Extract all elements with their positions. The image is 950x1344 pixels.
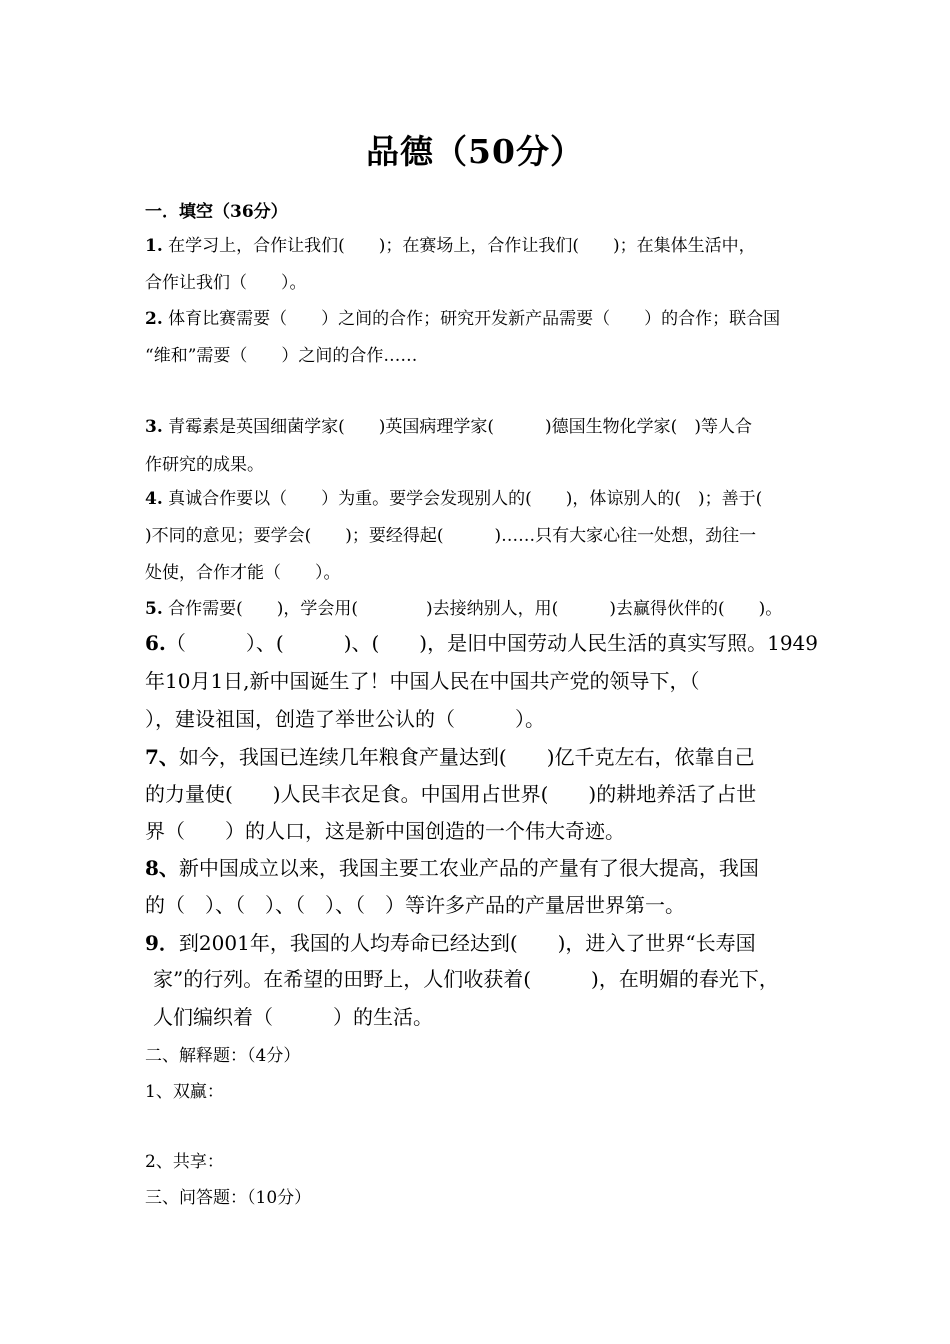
question-2-number: 2. <box>145 309 163 329</box>
question-1-line-2: 合作让我们（ ）。 <box>145 273 307 293</box>
question-8-number: 8、 <box>145 856 179 880</box>
question-6-line-1 <box>145 627 818 656</box>
question-9-line-2: 家”的行列。在希望的田野上，人们收获着( )，在明媚的春光下， <box>153 967 779 991</box>
question-2-line-1 <box>145 304 780 329</box>
question-7-line-3: 界（ ）的人口，这是新中国创造的一个伟大奇迹。 <box>145 819 625 843</box>
question-3-line-1 <box>145 412 752 437</box>
question-8-text-1: 新中国成立以来，我国主要工农业产品的产量有了很大提高，我国 <box>178 856 759 880</box>
question-9-text-1: 到2001年，我国的人均寿命已经达到( )，进入了世界“长寿国 <box>178 931 756 955</box>
question-1-line-1 <box>145 231 756 256</box>
section-heading-fill-blank: 一．填空（36分） <box>145 202 288 222</box>
explain-item-2: 2、共享： <box>145 1152 224 1172</box>
question-7-line-1 <box>145 741 755 770</box>
question-2-text-1: 体育比赛需要（ ）之间的合作；研究开发新产品需要（ ）的合作；联合国 <box>162 309 781 329</box>
question-4-line-1 <box>145 484 762 509</box>
question-4-number: 4. <box>145 489 163 509</box>
question-5-text-1: 合作需要( )，学会用( )去接纳别人，用( )去赢得伙伴的( )。 <box>162 599 783 619</box>
question-5-number: 5. <box>145 599 163 619</box>
question-6-text-1: （ ）、( )、( )，是旧中国劳动人民生活的真实写照。1949 <box>165 631 818 655</box>
question-4-text-1: 真诚合作要以（ ）为重。要学会发现别人的( )，体谅别人的( )；善于( <box>162 489 763 509</box>
question-4-line-3: 处使，合作才能（ ）。 <box>145 563 341 583</box>
question-5-line-1 <box>145 594 782 619</box>
section-heading-explain: 二、解释题：（4分） <box>145 1046 301 1066</box>
question-3-number: 3. <box>145 417 163 437</box>
question-8-line-2: 的（ ）、（ ）、（ ）、（ ）等许多产品的产量居世界第一。 <box>145 893 685 917</box>
question-8-line-1 <box>145 852 759 881</box>
question-6-line-3: ），建设祖国，创造了举世公认的（ ）。 <box>145 707 545 731</box>
question-9-line-3: 人们编织着（ ）的生活。 <box>153 1005 433 1029</box>
question-7-text-1: 如今，我国已连续几年粮食产量达到( )亿千克左右，依靠自己 <box>178 745 755 769</box>
question-6-line-2: 年10月1日,新中国诞生了！中国人民在中国共产党的领导下，（ <box>145 669 700 693</box>
question-3-text-1: 青霉素是英国细菌学家( )英国病理学家( )德国生物化学家( )等人合 <box>162 417 752 437</box>
question-3-line-2: 作研究的成果。 <box>145 455 264 475</box>
question-6-number: 6. <box>145 631 166 655</box>
explain-item-1: 1、双赢： <box>145 1082 224 1102</box>
section-heading-qa: 三、问答题：（10分） <box>145 1188 312 1208</box>
question-7-number: 7、 <box>145 745 179 769</box>
question-9-line-1 <box>145 927 756 956</box>
question-7-line-2: 的力量使( )人民丰衣足食。中国用占世界( )的耕地养活了占世 <box>145 782 757 806</box>
question-1-number: 1. <box>145 236 163 256</box>
question-1-text-1: 在学习上，合作让我们( )；在赛场上，合作让我们( )；在集体生活中， <box>162 236 756 256</box>
question-4-line-2: )不同的意见；要学会( )；要经得起( )……只有大家心往一处想，劲往一 <box>145 526 757 546</box>
question-9-number: 9． <box>145 931 179 955</box>
question-2-line-2: “维和”需要（ ）之间的合作…… <box>145 346 418 366</box>
page-title: 品德（50分） <box>366 132 584 171</box>
